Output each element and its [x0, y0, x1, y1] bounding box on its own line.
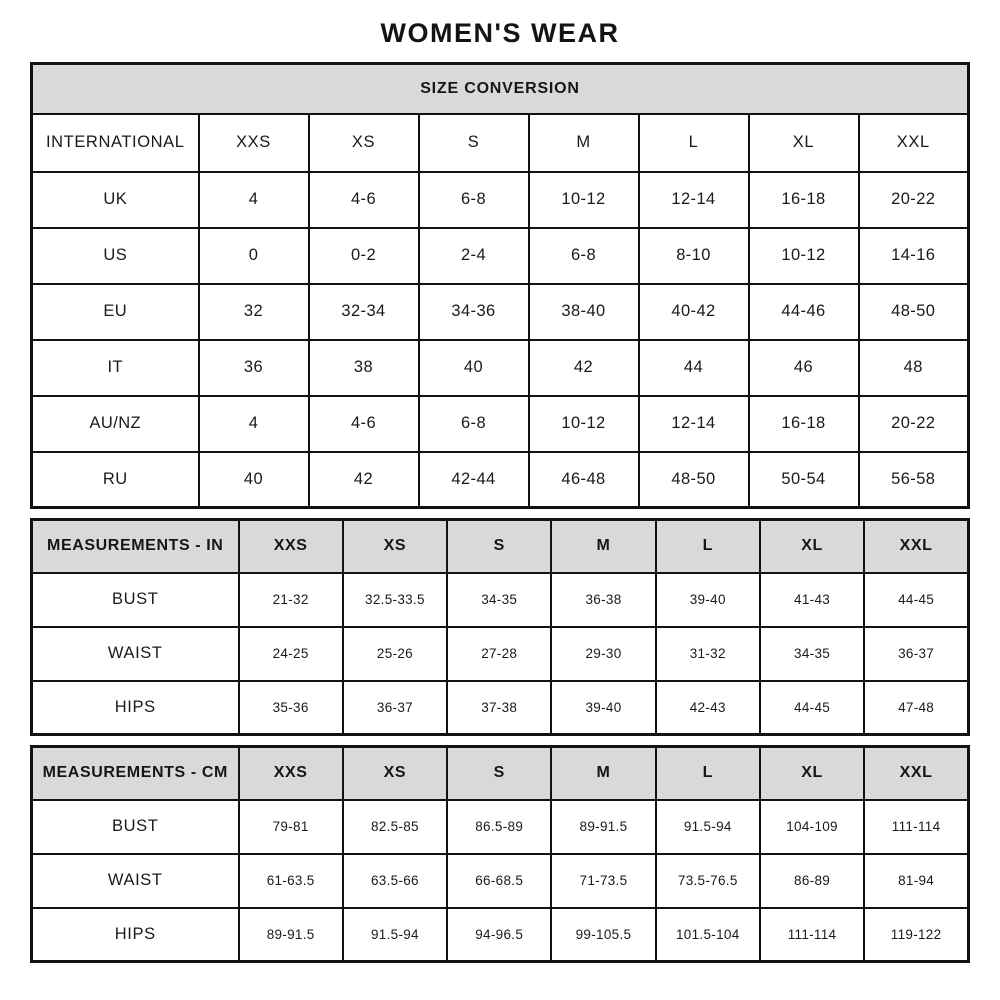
value-cell: 48-50 [639, 452, 749, 508]
value-cell: 47-48 [864, 681, 968, 735]
measurements-in-table [30, 518, 970, 736]
value-cell: 4-6 [309, 172, 419, 228]
column-header-cell: M [551, 520, 655, 573]
value-cell: 63.5-66 [343, 854, 447, 908]
value-cell: 42-44 [419, 452, 529, 508]
value-cell: 12-14 [639, 172, 749, 228]
value-cell: 46 [749, 340, 859, 396]
value-cell: 61-63.5 [239, 854, 343, 908]
value-cell: 101.5-104 [656, 908, 760, 962]
table-row [32, 627, 969, 681]
column-header-cell: S [447, 520, 551, 573]
column-header-cell: XXS [239, 520, 343, 573]
column-header-cell: XL [760, 747, 864, 800]
value-cell: 119-122 [864, 908, 968, 962]
table-title-cell: MEASUREMENTS - IN [32, 520, 239, 573]
value-cell: 40 [199, 452, 309, 508]
value-cell: 32-34 [309, 284, 419, 340]
value-cell: 21-32 [239, 573, 343, 627]
value-cell: 79-81 [239, 800, 343, 854]
value-cell: 94-96.5 [447, 908, 551, 962]
value-cell: 10-12 [529, 396, 639, 452]
value-cell: 48-50 [859, 284, 969, 340]
row-label-cell: UK [32, 172, 199, 228]
value-cell: 41-43 [760, 573, 864, 627]
table-row [32, 908, 969, 962]
value-cell: 46-48 [529, 452, 639, 508]
column-header-row [32, 747, 969, 800]
value-cell: 10-12 [529, 172, 639, 228]
value-cell: 34-35 [447, 573, 551, 627]
value-cell: 12-14 [639, 396, 749, 452]
table-title-row [32, 64, 969, 114]
row-label-cell: WAIST [32, 627, 239, 681]
column-header-cell: S [447, 747, 551, 800]
value-cell: 16-18 [749, 396, 859, 452]
row-label-cell: BUST [32, 800, 239, 854]
value-cell: 111-114 [760, 908, 864, 962]
table-row [32, 396, 969, 452]
value-cell: 42 [529, 340, 639, 396]
value-cell: 73.5-76.5 [656, 854, 760, 908]
value-cell: 16-18 [749, 172, 859, 228]
value-cell: 89-91.5 [239, 908, 343, 962]
value-cell: 66-68.5 [447, 854, 551, 908]
table-row [32, 854, 969, 908]
table-row [32, 172, 969, 228]
column-header-cell: XS [309, 114, 419, 172]
size-conversion-table [30, 62, 970, 509]
value-cell: 111-114 [864, 800, 968, 854]
value-cell: 44-45 [760, 681, 864, 735]
table-row [32, 284, 969, 340]
value-cell: 44 [639, 340, 749, 396]
value-cell: 24-25 [239, 627, 343, 681]
column-header-cell: XXS [199, 114, 309, 172]
value-cell: 48 [859, 340, 969, 396]
value-cell: 71-73.5 [551, 854, 655, 908]
value-cell: 39-40 [551, 681, 655, 735]
value-cell: 6-8 [529, 228, 639, 284]
value-cell: 35-36 [239, 681, 343, 735]
row-label-cell: RU [32, 452, 199, 508]
value-cell: 44-46 [749, 284, 859, 340]
value-cell: 91.5-94 [656, 800, 760, 854]
value-cell: 50-54 [749, 452, 859, 508]
table-row [32, 800, 969, 854]
value-cell: 39-40 [656, 573, 760, 627]
value-cell: 40-42 [639, 284, 749, 340]
value-cell: 4 [199, 172, 309, 228]
value-cell: 4-6 [309, 396, 419, 452]
row-label-cell: IT [32, 340, 199, 396]
column-header-cell: XS [343, 747, 447, 800]
value-cell: 44-45 [864, 573, 968, 627]
value-cell: 14-16 [859, 228, 969, 284]
value-cell: 27-28 [447, 627, 551, 681]
table-title-cell: SIZE CONVERSION [32, 64, 969, 114]
column-header-cell: M [551, 747, 655, 800]
value-cell: 104-109 [760, 800, 864, 854]
column-header-cell: XL [760, 520, 864, 573]
column-header-cell: XL [749, 114, 859, 172]
column-header-cell: L [639, 114, 749, 172]
value-cell: 20-22 [859, 172, 969, 228]
value-cell: 38-40 [529, 284, 639, 340]
row-label-cell: BUST [32, 573, 239, 627]
column-header-cell: XXL [864, 747, 968, 800]
value-cell: 20-22 [859, 396, 969, 452]
value-cell: 89-91.5 [551, 800, 655, 854]
row-label-cell: HIPS [32, 908, 239, 962]
value-cell: 40 [419, 340, 529, 396]
row-label-cell: HIPS [32, 681, 239, 735]
row-label-cell: EU [32, 284, 199, 340]
value-cell: 91.5-94 [343, 908, 447, 962]
table-row [32, 573, 969, 627]
value-cell: 56-58 [859, 452, 969, 508]
value-cell: 86-89 [760, 854, 864, 908]
value-cell: 0 [199, 228, 309, 284]
value-cell: 4 [199, 396, 309, 452]
value-cell: 37-38 [447, 681, 551, 735]
column-header-row [32, 114, 969, 172]
column-header-cell: L [656, 520, 760, 573]
value-cell: 36-37 [343, 681, 447, 735]
table-row [32, 452, 969, 508]
value-cell: 10-12 [749, 228, 859, 284]
value-cell: 29-30 [551, 627, 655, 681]
column-header-cell: XXS [239, 747, 343, 800]
value-cell: 86.5-89 [447, 800, 551, 854]
value-cell: 0-2 [309, 228, 419, 284]
column-header-cell: XXL [859, 114, 969, 172]
column-header-cell: L [656, 747, 760, 800]
value-cell: 34-35 [760, 627, 864, 681]
table-title-cell: MEASUREMENTS - CM [32, 747, 239, 800]
value-cell: 36-37 [864, 627, 968, 681]
value-cell: 99-105.5 [551, 908, 655, 962]
value-cell: 25-26 [343, 627, 447, 681]
row-label-cell: AU/NZ [32, 396, 199, 452]
column-header-cell: S [419, 114, 529, 172]
value-cell: 42 [309, 452, 419, 508]
column-header-cell: M [529, 114, 639, 172]
value-cell: 81-94 [864, 854, 968, 908]
value-cell: 32.5-33.5 [343, 573, 447, 627]
column-header-row [32, 520, 969, 573]
value-cell: 31-32 [656, 627, 760, 681]
table-row [32, 681, 969, 735]
value-cell: 42-43 [656, 681, 760, 735]
value-cell: 2-4 [419, 228, 529, 284]
column-header-cell: XXL [864, 520, 968, 573]
value-cell: 32 [199, 284, 309, 340]
row-label-cell: US [32, 228, 199, 284]
value-cell: 38 [309, 340, 419, 396]
value-cell: 82.5-85 [343, 800, 447, 854]
corner-header-cell: INTERNATIONAL [32, 114, 199, 172]
row-label-cell: WAIST [32, 854, 239, 908]
value-cell: 36 [199, 340, 309, 396]
column-header-cell: XS [343, 520, 447, 573]
table-row [32, 340, 969, 396]
value-cell: 6-8 [419, 172, 529, 228]
value-cell: 6-8 [419, 396, 529, 452]
table-row [32, 228, 969, 284]
page-title: WOMEN'S WEAR [380, 18, 620, 48]
measurements-cm-table [30, 745, 970, 963]
value-cell: 34-36 [419, 284, 529, 340]
value-cell: 8-10 [639, 228, 749, 284]
value-cell: 36-38 [551, 573, 655, 627]
